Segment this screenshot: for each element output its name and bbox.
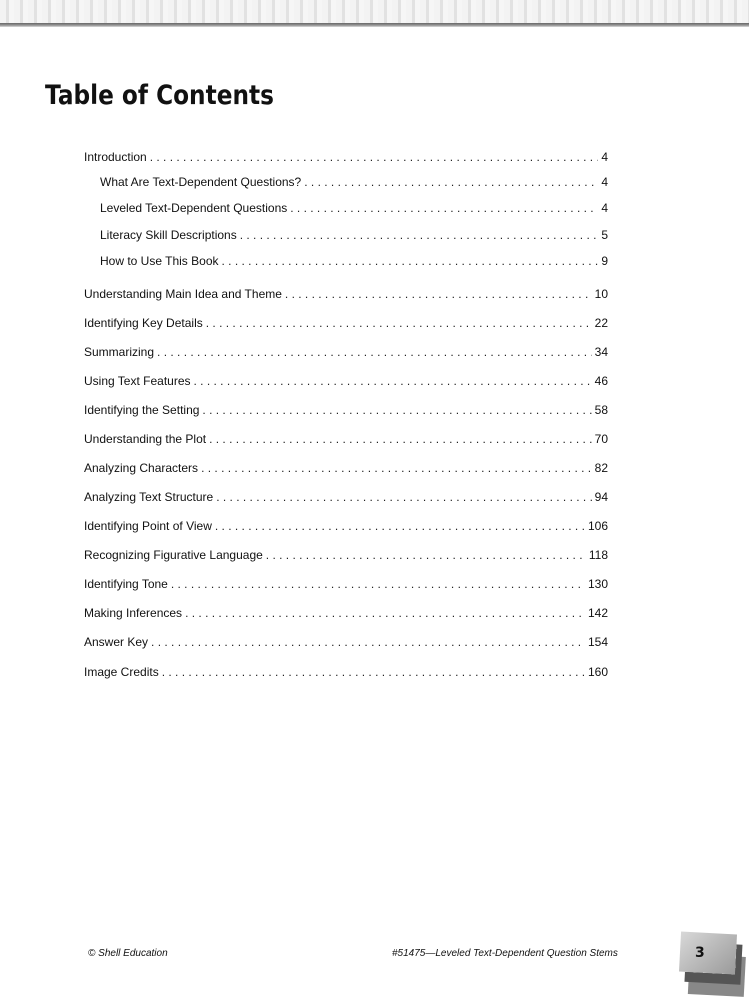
dot-leader [162, 665, 585, 679]
toc-entry-label: Identifying Point of View [84, 519, 212, 533]
toc-entry-page: 22 [594, 316, 608, 330]
toc-entry-label: Identifying the Setting [84, 403, 200, 417]
toc-entry-page: 160 [587, 665, 608, 679]
dot-leader [240, 228, 599, 242]
toc-entry [84, 490, 608, 504]
dot-leader [185, 606, 585, 620]
toc-entry-page: 82 [594, 461, 608, 475]
toc-entry [84, 665, 608, 679]
dot-leader [209, 432, 592, 446]
toc-entry-label: Literacy Skill Descriptions [100, 228, 237, 242]
toc-entry-label: Identifying Tone [84, 577, 168, 591]
toc-entry-page: 34 [594, 345, 608, 359]
toc-entry [84, 374, 608, 388]
toc-entry [84, 432, 608, 446]
toc-entry-page: 106 [587, 519, 608, 533]
toc-entry-page: 130 [587, 577, 608, 591]
toc-entry [100, 201, 608, 215]
toc-entry-page: 4 [601, 150, 608, 164]
toc-entry-label: How to Use This Book [100, 254, 219, 268]
footer-publisher: © Shell Education [88, 948, 168, 959]
toc-entry-page: 154 [587, 635, 608, 649]
toc-entry-label: Image Credits [84, 665, 159, 679]
toc-entry-label: Using Text Features [84, 374, 191, 388]
dot-leader [304, 175, 598, 189]
dot-leader [290, 201, 598, 215]
toc-entry-label: Understanding the Plot [84, 432, 207, 446]
toc-entry [84, 548, 608, 562]
toc-entry-label: Leveled Text-Dependent Questions [100, 201, 288, 215]
dot-leader [206, 316, 592, 330]
dot-leader [222, 254, 599, 268]
toc-entry-page: 4 [601, 201, 608, 215]
toc-entry-label: Introduction [84, 150, 147, 164]
toc-entry [84, 519, 608, 533]
toc-entry-label: Answer Key [84, 635, 149, 649]
toc-entry-page: 70 [594, 432, 608, 446]
toc-entry-page: 46 [594, 374, 608, 388]
decorative-top-border [0, 0, 749, 25]
dot-leader [194, 374, 592, 388]
dot-leader [157, 345, 592, 359]
dot-leader [216, 490, 591, 504]
toc-entry-label: Summarizing [84, 345, 155, 359]
toc-entry-label: Understanding Main Idea and Theme [84, 287, 282, 301]
toc-entry-label: Analyzing Characters [84, 461, 199, 475]
dot-leader [150, 150, 599, 164]
dot-leader [171, 577, 585, 591]
dot-leader [266, 548, 586, 562]
toc-entry [84, 287, 608, 301]
toc-entry-page: 58 [594, 403, 608, 417]
toc-entry-page: 4 [601, 175, 608, 189]
toc-entry-page: 5 [601, 228, 608, 242]
toc-entry [84, 403, 608, 417]
toc-entry-page: 9 [601, 254, 608, 268]
toc-entry [84, 316, 608, 330]
toc-entry [84, 150, 608, 164]
page-title: Table of Contents [45, 80, 274, 111]
toc-entry-label: Making Inferences [84, 606, 183, 620]
dot-leader [202, 403, 591, 417]
toc-entry-label: Recognizing Figurative Language [84, 548, 263, 562]
toc-entry [100, 175, 608, 189]
dot-leader [215, 519, 585, 533]
dot-leader [201, 461, 592, 475]
toc-entry [100, 254, 608, 268]
toc-entry-label: Analyzing Text Structure [84, 490, 214, 504]
dot-leader [285, 287, 592, 301]
toc-entry [84, 606, 608, 620]
toc-entry-page: 94 [594, 490, 608, 504]
toc-entry [84, 577, 608, 591]
toc-entry [84, 345, 608, 359]
toc-entry-page: 10 [594, 287, 608, 301]
toc-entry [84, 635, 608, 649]
toc-entry-label: What Are Text-Dependent Questions? [100, 175, 302, 189]
toc-entry [100, 228, 608, 242]
toc-entry-page: 142 [587, 606, 608, 620]
page-number: 3 [695, 945, 705, 961]
footer-book-title: #51475—Leveled Text-Dependent Question Stems [392, 948, 618, 959]
toc-entry-page: 118 [588, 548, 608, 562]
page-number-tab [679, 932, 737, 975]
toc-entry [84, 461, 608, 475]
dot-leader [151, 635, 585, 649]
toc-entry-label: Identifying Key Details [84, 316, 203, 330]
